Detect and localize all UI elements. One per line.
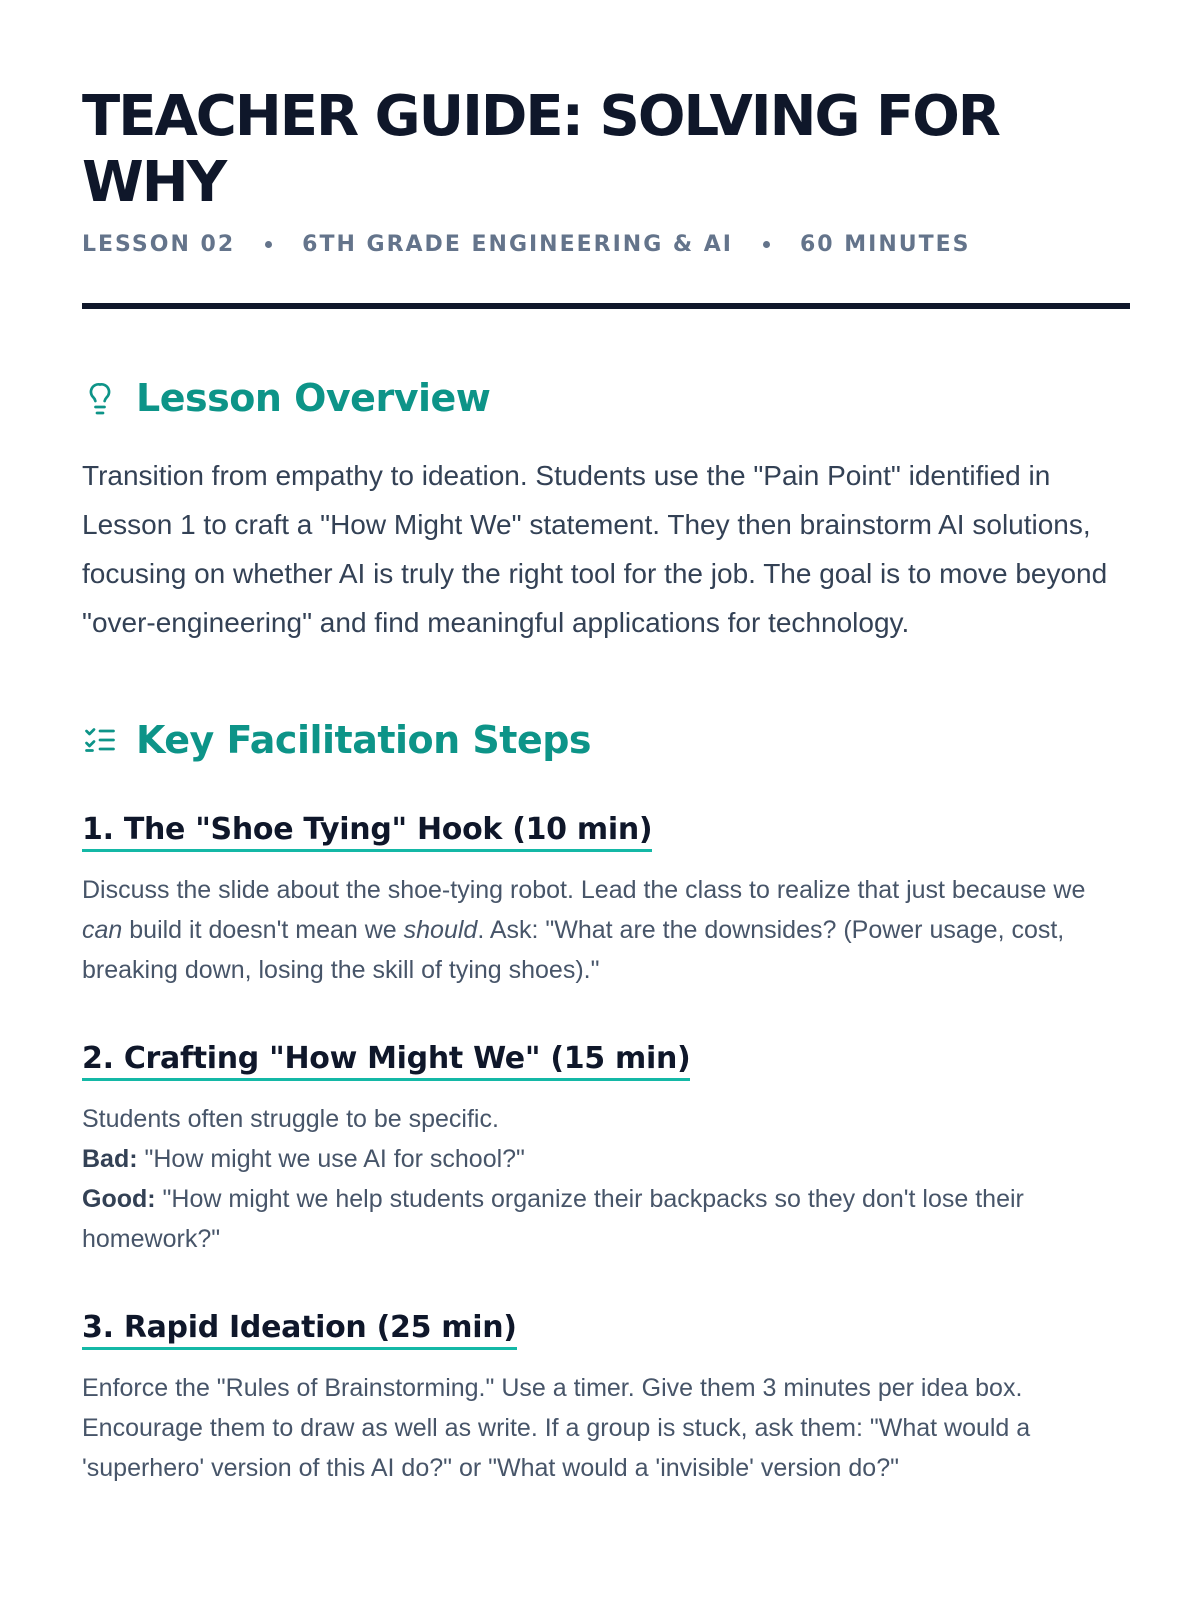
- meta-grade-subject: 6TH GRADE ENGINEERING & AI: [302, 232, 733, 257]
- meta-lesson-number: LESSON 02: [82, 232, 236, 257]
- bad-label: Bad:: [82, 1145, 138, 1173]
- bad-example-text: "How might we use AI for school?": [137, 1145, 525, 1173]
- step-title: 2. Crafting "How Might We" (15 min): [82, 1040, 690, 1081]
- emphasis-text: should: [403, 916, 478, 944]
- meta-duration: 60 MINUTES: [799, 232, 971, 257]
- step-item: [82, 811, 1118, 990]
- good-label: Good:: [82, 1185, 156, 1213]
- good-example-text: "How might we help students organize their backpacks so they don't lose their homework?": [82, 1185, 1024, 1253]
- page-title: TEACHER GUIDE: SOLVING FOR WHY: [82, 84, 999, 215]
- good-example: [82, 1179, 1127, 1259]
- checklist-icon: [82, 722, 118, 758]
- bad-example: [82, 1139, 1127, 1179]
- overview-heading: Lesson Overview: [136, 376, 491, 420]
- step-text: Discuss the slide about the shoe-tying robot. Lead the class to realize that just because we: [82, 876, 1086, 904]
- step-intro: Students often struggle to be specific.: [82, 1105, 499, 1133]
- meta-separator-dot: [763, 241, 770, 248]
- lesson-meta: [82, 232, 1118, 257]
- overview-text: Transition from empathy to ideation. Students use the "Pain Point" identified in Lesson 1 to craft a "How Might We" statement. They then brainstorm AI solutions, focusing on whether AI is truly the right tool for the job. The goal is to move beyond "over-engineering" and find meaningful applications for technology.: [82, 460, 1108, 638]
- step-body: [82, 870, 1127, 990]
- step-body: Enforce the "Rules of Brainstorming." Use a timer. Give them 3 minutes per idea box. Encourage them to draw as well as write. If a group is stuck, ask them: "What would a 'superhero' version of this AI do?" or "What would a 'invisible' version do?": [82, 1374, 1031, 1482]
- lightbulb-icon: [82, 380, 118, 416]
- step-item: [82, 1309, 1118, 1488]
- step-item: [82, 1040, 1118, 1259]
- step-text: . Ask: "What are the downsides? (Power usage, cost, breaking down, losing the skill of tying shoes).": [82, 916, 1065, 984]
- header-divider: [82, 303, 1130, 309]
- step-title: 1. The "Shoe Tying" Hook (10 min): [82, 811, 652, 852]
- step-text: build it doesn't mean we: [122, 916, 404, 944]
- step-title: 3. Rapid Ideation (25 min): [82, 1309, 517, 1350]
- meta-separator-dot: [265, 241, 272, 248]
- steps-heading: Key Facilitation Steps: [136, 718, 592, 762]
- overview-section-header: [82, 375, 1118, 421]
- steps-section-header: [82, 717, 1118, 763]
- step-body: [82, 1099, 1127, 1259]
- emphasis-text: can: [82, 916, 123, 944]
